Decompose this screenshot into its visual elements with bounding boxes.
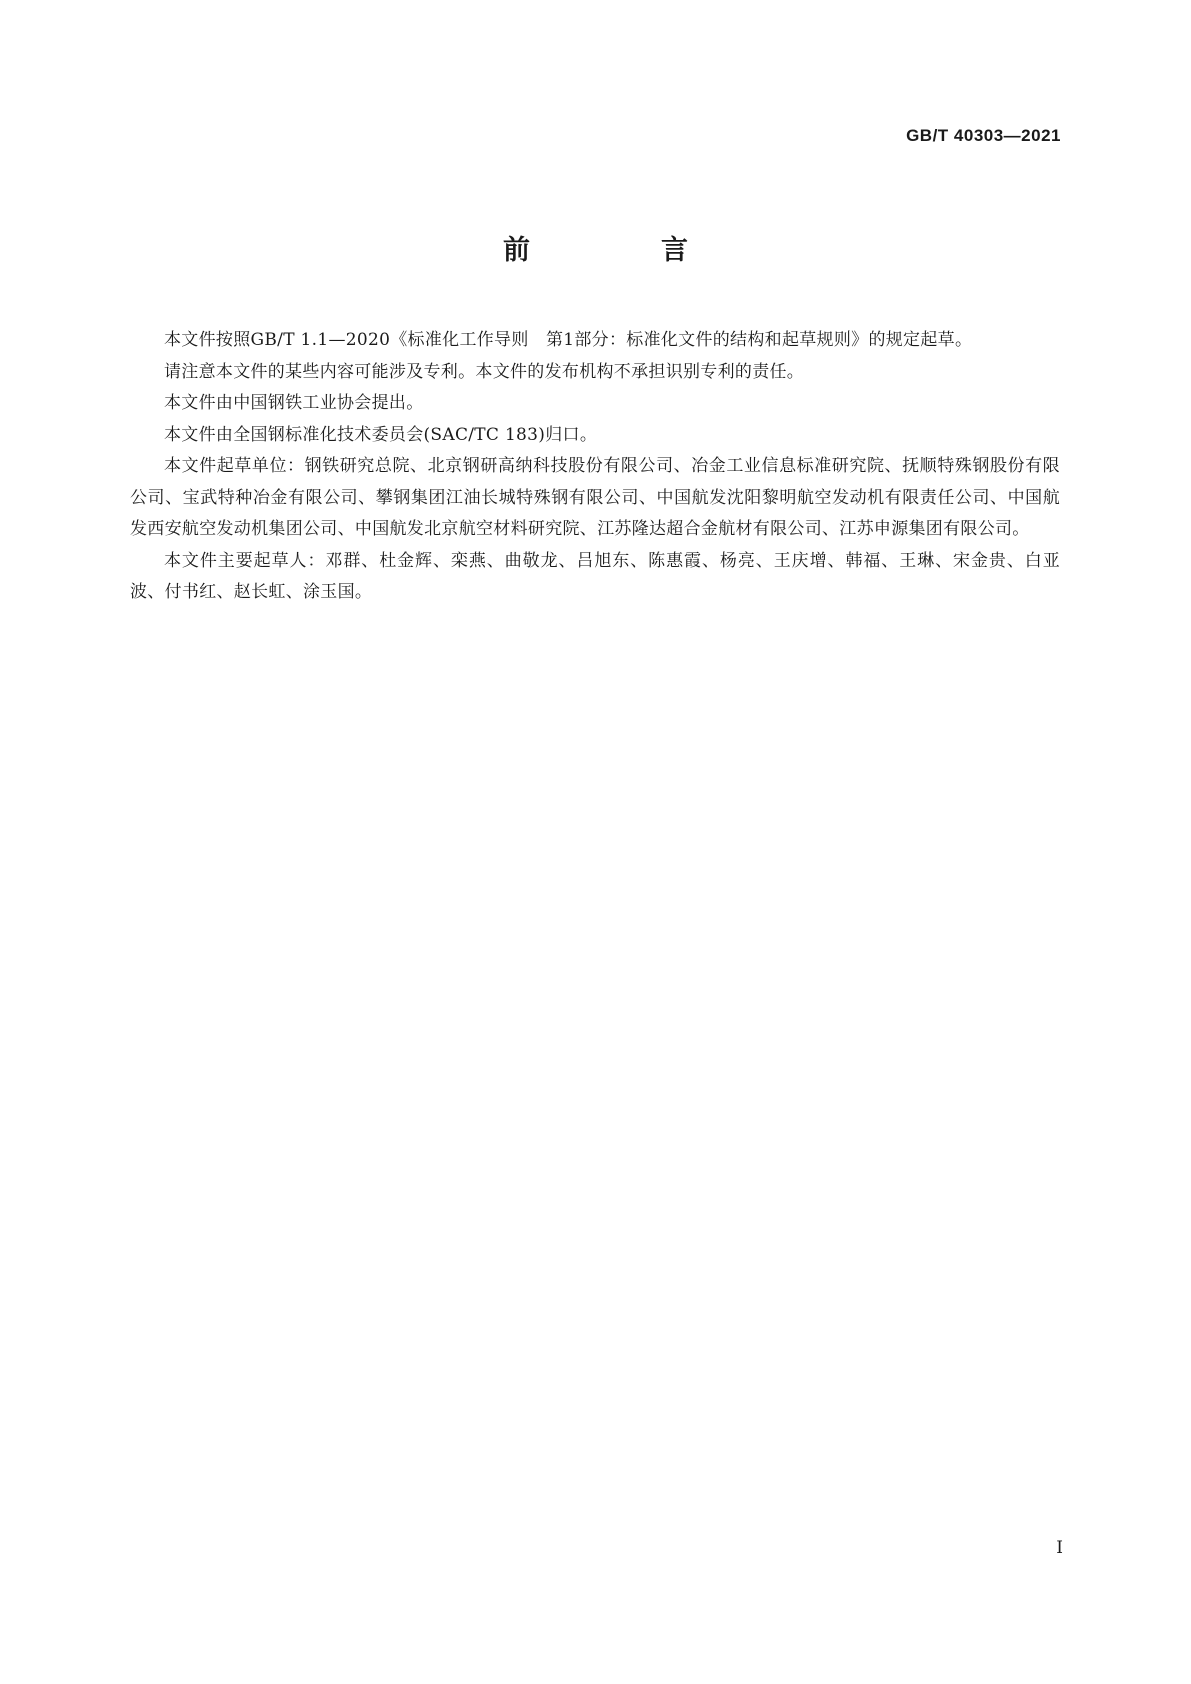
page-number: I xyxy=(1056,1538,1063,1558)
paragraph-technical-committee: 本文件由全国钢标准化技术委员会(SAC/TC 183)归口。 xyxy=(164,424,598,445)
foreword-body xyxy=(130,325,1060,609)
page-title: 前 言 xyxy=(503,235,740,266)
paragraph-main-drafters: 本文件主要起草人：邓群、杜金辉、栾燕、曲敬龙、吕旭东、陈惠霞、杨亮、王庆增、韩福、王琳、宋金贵、白亚波、付书红、赵长虹、涂玉国。 xyxy=(130,550,1060,602)
paragraph-drafting-organizations: 本文件起草单位：钢铁研究总院、北京钢研高纳科技股份有限公司、冶金工业信息标准研究院、抚顺特殊钢股份有限公司、宝武特种冶金有限公司、攀钢集团江油长城特殊钢有限公司、中国航发沈阳黎明航空发动机有限责任公司、中国航发西安航空发动机集团公司、中国航发北京航空材料研究院、江苏隆达超合金航材有限公司、江苏申源集团有限公司。 xyxy=(130,456,1060,539)
paragraph-patent-notice: 请注意本文件的某些内容可能涉及专利。本文件的发布机构不承担识别专利的责任。 xyxy=(164,361,805,382)
standard-code: GB/T 40303—2021 xyxy=(906,126,1061,145)
paragraph-drafting-rules: 本文件按照GB/T 1.1—2020《标准化工作导则 第1部分：标准化文件的结构和起草规则》的规定起草。 xyxy=(164,330,973,350)
paragraph-proposer: 本文件由中国钢铁工业协会提出。 xyxy=(164,393,424,413)
